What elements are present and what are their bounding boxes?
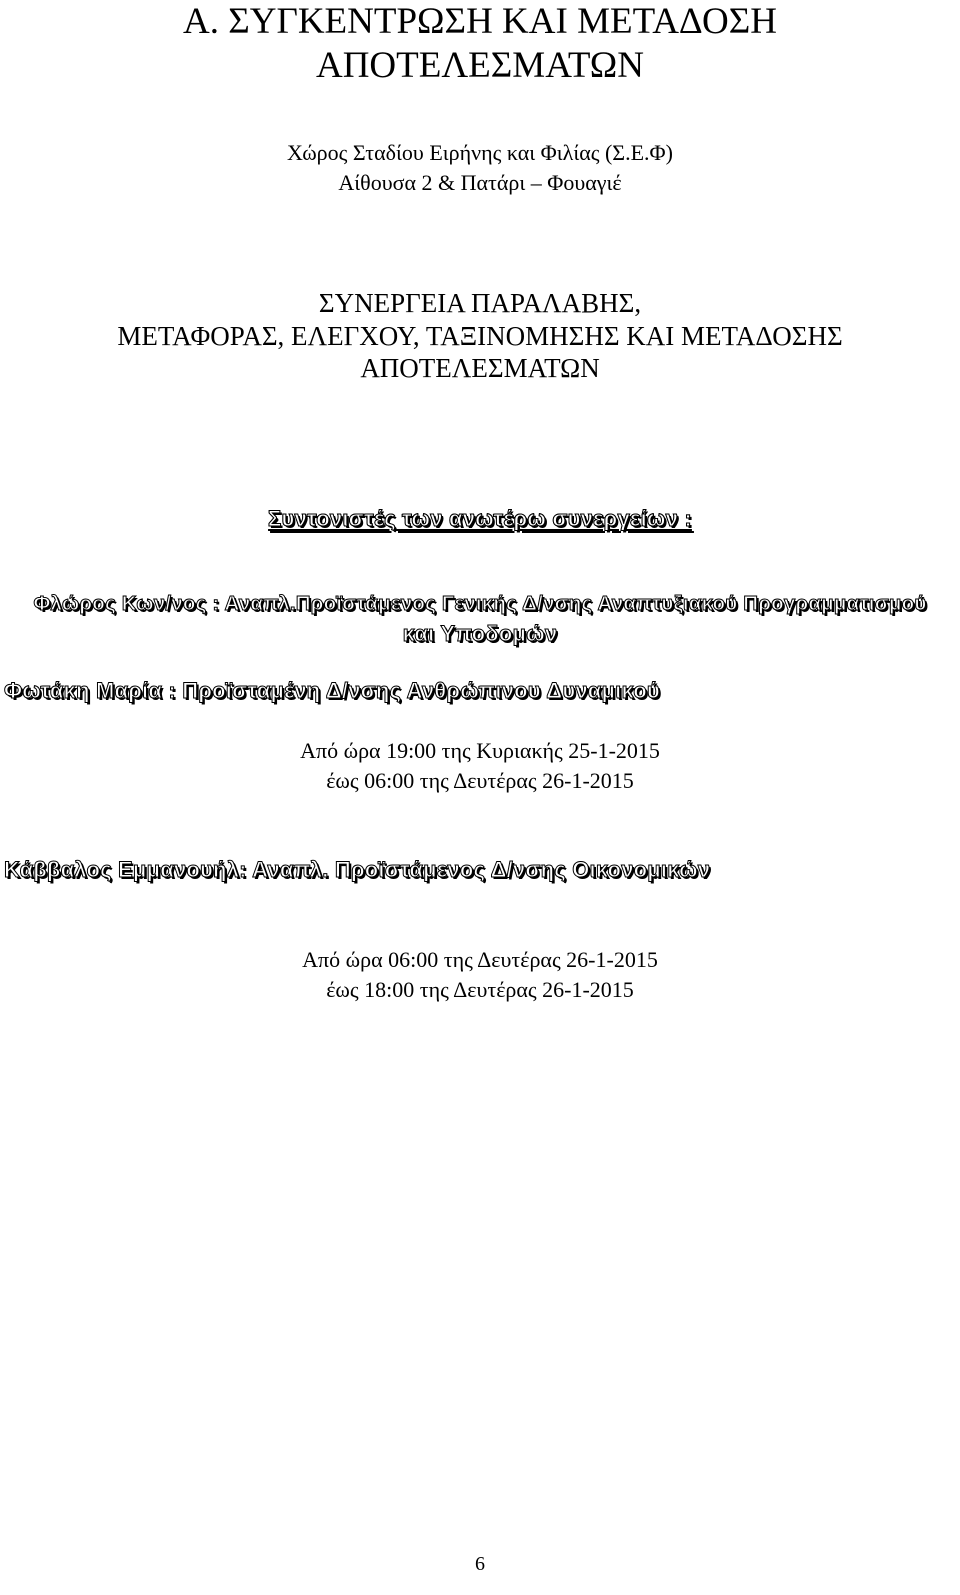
- coordinator-1-line-2: και Υποδομών: [402, 621, 558, 646]
- venue-line-1: Χώρος Σταδίου Ειρήνης και Φιλίας (Σ.Ε.Φ): [287, 140, 673, 165]
- shift-1-to: έως 06:00 της Δευτέρας 26-1-2015: [326, 768, 634, 793]
- shift-2-from: Από ώρα 06:00 της Δευτέρας 26-1-2015: [302, 947, 658, 972]
- coordinators-heading: [0, 505, 960, 533]
- crew-heading-line-1: ΣΥΝΕΡΓΕΙΑ ΠΑΡΑΛΑΒΗΣ,: [318, 288, 642, 318]
- coordinator-1-line-1: Φλώρος Κων/νος : Αναπλ.Προϊστάμενος Γενικής Δ/νσης Αναπτυξιακού Προγραμματισμού: [33, 592, 927, 615]
- shift-2-to: έως 18:00 της Δευτέρας 26-1-2015: [326, 977, 634, 1002]
- coordinator-2: Φωτάκη Μαρία : Προϊσταμένη Δ/νσης Ανθρώπινου Δυναμικού: [4, 678, 660, 703]
- coordinator-3: Κάββαλος Εμμανουήλ: Αναπλ. Προϊστάμενος Δ/νσης Οικονομικών: [4, 857, 711, 882]
- section-title-line-1: Α. ΣΥΓΚΕΝΤΡΩΣΗ ΚΑΙ ΜΕΤΑΔΟΣΗ: [182, 1, 778, 42]
- page-number: 6: [475, 1553, 485, 1575]
- coordinators-heading-text: Συντονιστές των ανωτέρω συνεργείων :: [268, 506, 692, 531]
- shift-1-from: Από ώρα 19:00 της Κυριακής 25-1-2015: [300, 738, 660, 763]
- crew-heading-line-2: ΜΕΤΑΦΟΡΑΣ, ΕΛΕΓΧΟΥ, ΤΑΞΙΝΟΜΗΣΗΣ ΚΑΙ ΜΕΤΑΔΟΣΗΣ: [117, 321, 843, 351]
- crew-heading-line-3: ΑΠΟΤΕΛΕΣΜΑΤΩΝ: [360, 353, 600, 383]
- section-title-line-2: ΑΠΟΤΕΛΕΣΜΑΤΩΝ: [315, 45, 645, 86]
- venue-line-2: Αίθουσα 2 & Πατάρι – Φουαγιέ: [338, 170, 622, 195]
